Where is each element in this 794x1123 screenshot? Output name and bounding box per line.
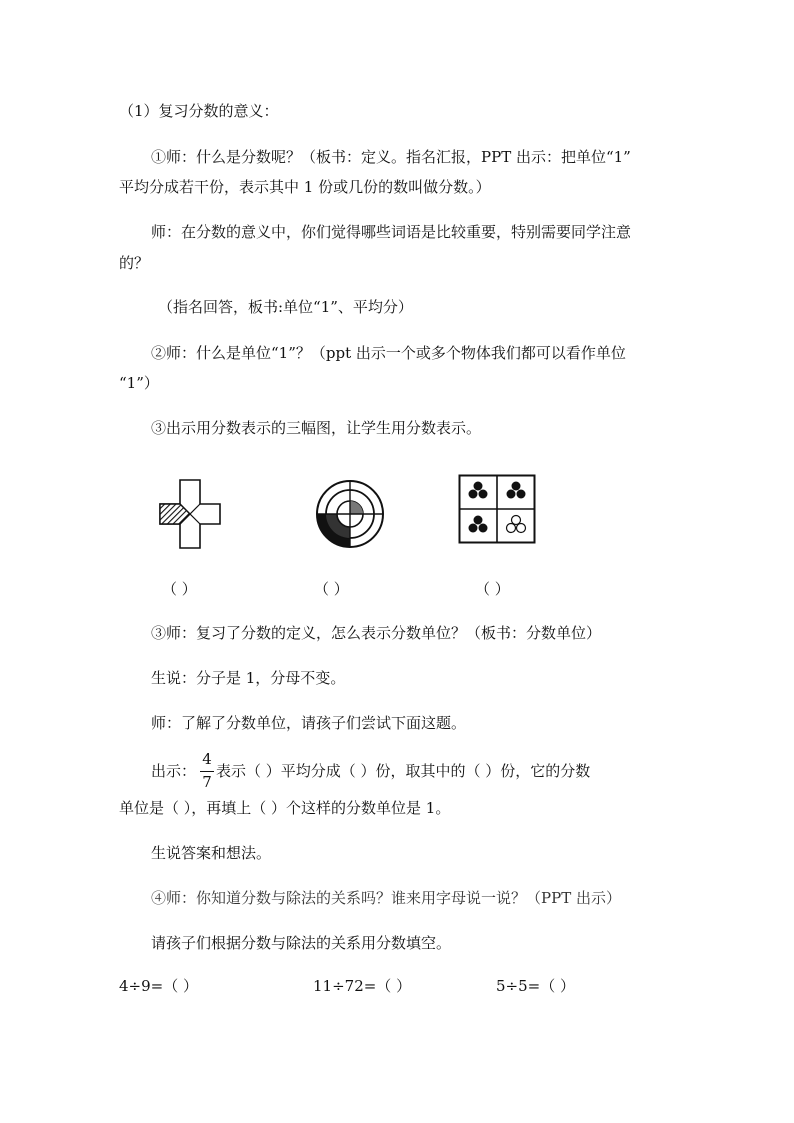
dot-grid-figure <box>458 474 536 544</box>
paragraph-11: 请孩子们根据分数与除法的关系用分数填空。 <box>151 934 452 952</box>
paragraph-4-line-2: “1”） <box>119 374 159 392</box>
fraction-denominator: 7 <box>202 773 212 791</box>
exercise-line-2: 单位是（ ），再填上（ ）个这样的分数单位是 1。 <box>119 799 451 817</box>
paragraph-2-line-1: 师：在分数的意义中，你们觉得哪些词语是比较重要，特别需要同学注意 <box>151 223 632 241</box>
cross-figure <box>156 478 224 550</box>
fraction-bar <box>200 771 214 772</box>
circle-figure <box>314 478 386 550</box>
paragraph-10: ④师：你知道分数与除法的关系吗？谁来用字母说一说？（PPT 出示） <box>151 889 621 907</box>
paragraph-8: 师：了解了分数单位，请孩子们尝试下面这题。 <box>151 714 467 732</box>
paragraph-3: （指名回答，板书:单位“1”、平均分） <box>158 298 413 316</box>
figure-2-blank: （ ） <box>314 580 349 598</box>
fraction-four-sevenths <box>200 752 214 792</box>
division-1: 4÷9=（ ） <box>119 977 198 995</box>
paragraph-4-line-1: ②师：什么是单位“1”？（ppt 出示一个或多个物体我们都可以看作单位 <box>151 344 626 362</box>
paragraph-5: ③出示用分数表示的三幅图，让学生用分数表示。 <box>151 419 482 437</box>
exercise-line-1: 表示（ ）平均分成（ ）份，取其中的（ ）份，它的分数 <box>216 762 591 780</box>
paragraph-1-line-2: 平均分成若干份，表示其中 1 份或几份的数叫做分数。） <box>119 178 491 196</box>
exercise-prefix: 出示： <box>151 762 197 780</box>
division-3: 5÷5=（ ） <box>496 977 575 995</box>
paragraph-2-line-2: 的？ <box>119 254 150 272</box>
paragraph-1-line-1: ①师：什么是分数呢？（板书：定义。指名汇报，PPT 出示：把单位“1” <box>151 148 631 166</box>
section-heading: （1）复习分数的意义： <box>119 102 279 120</box>
paragraph-9: 生说答案和想法。 <box>151 844 272 862</box>
division-2: 11÷72=（ ） <box>313 977 412 995</box>
fraction-numerator: 4 <box>202 750 212 768</box>
paragraph-7: 生说：分子是 1，分母不变。 <box>151 669 346 687</box>
figure-1-blank: （ ） <box>162 580 197 598</box>
paragraph-6: ③师：复习了分数的定义，怎么表示分数单位？（板书：分数单位） <box>151 624 602 642</box>
figure-3-blank: （ ） <box>475 580 510 598</box>
